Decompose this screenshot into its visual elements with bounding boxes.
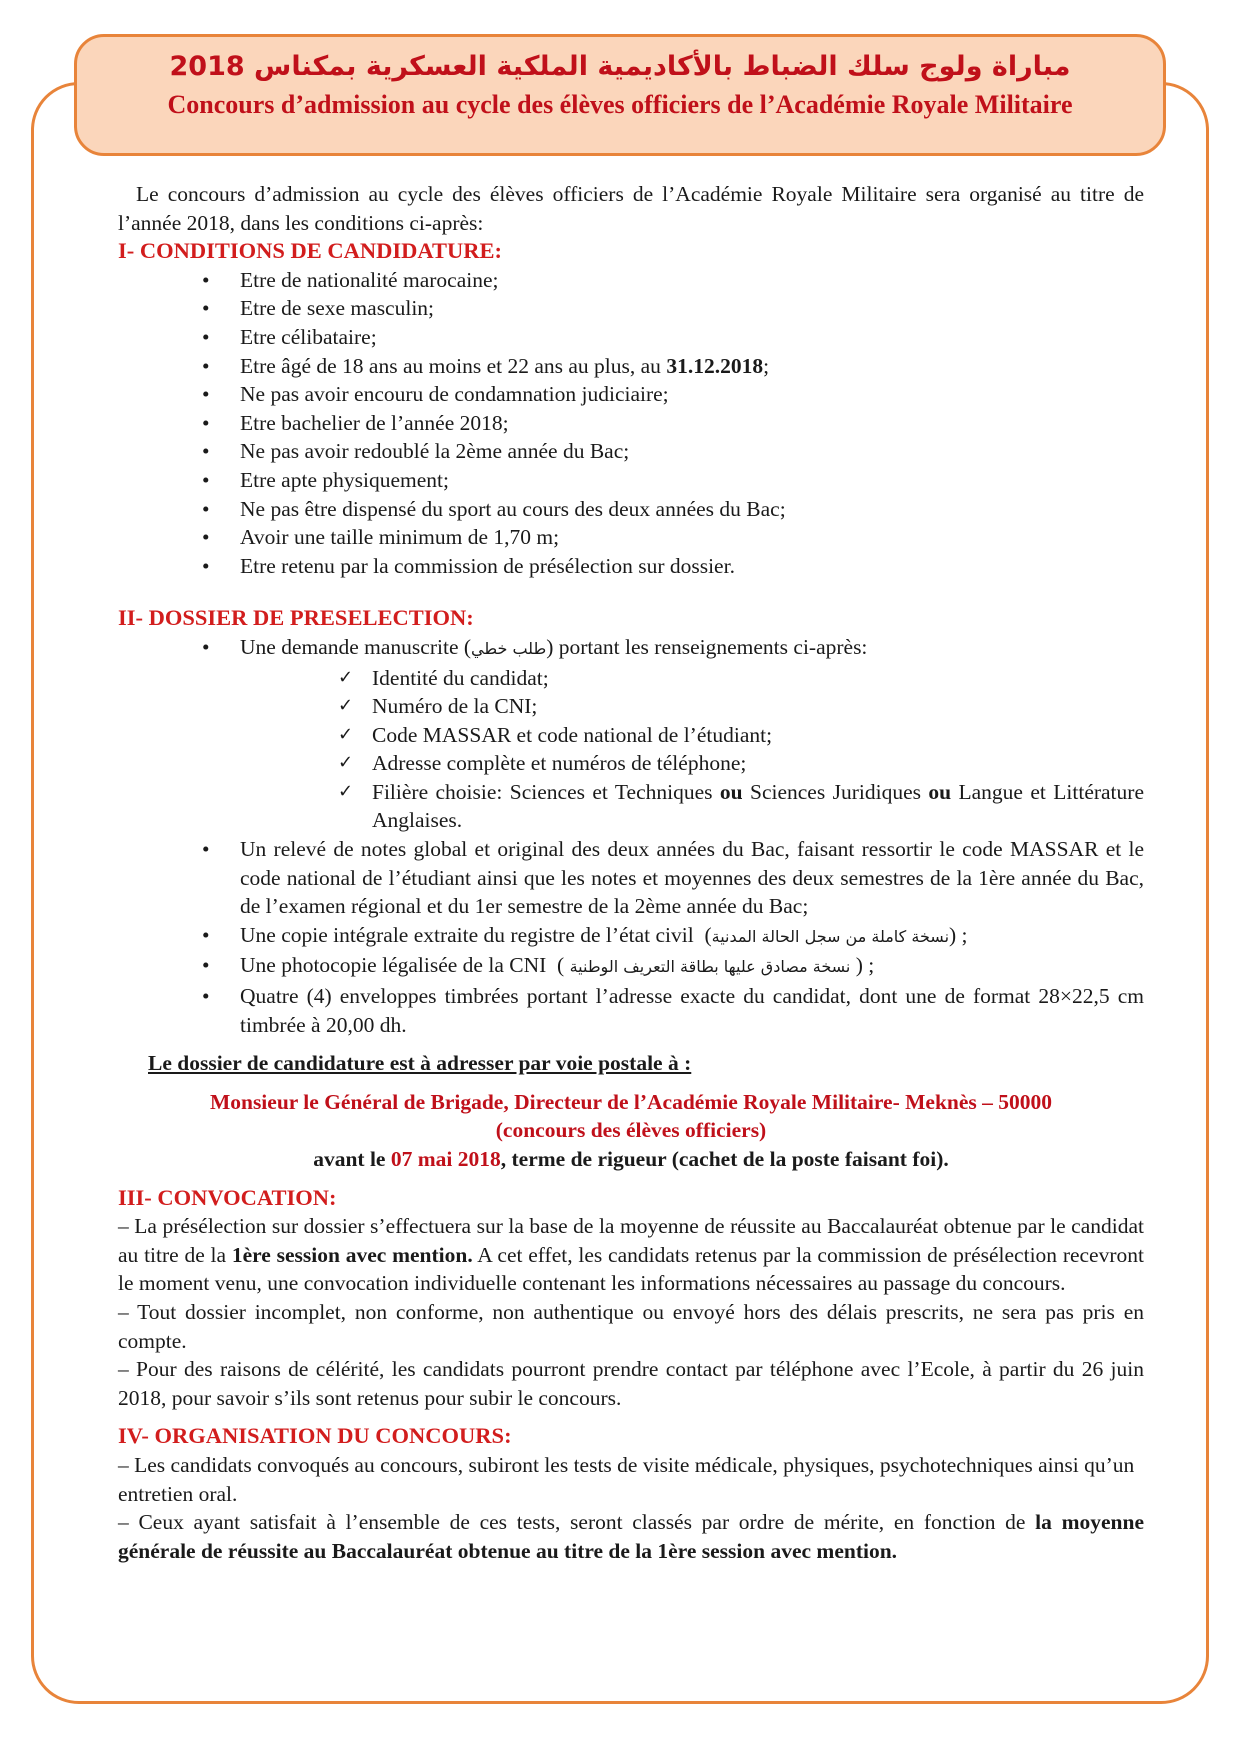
filiere-text: Langue et Littérature Anglaises. [372,779,1144,833]
ou-word: ou [928,779,952,804]
list-item: • Etre de sexe masculin; [118,294,1144,323]
photo-arabic: نسخة مصادق عليها بطاقة التعريف الوطنية [569,957,851,977]
paragraph-text: – La présélection sur dossier s’effectuera sur la base de la moyenne de réussite au Baccalauréat obtenue par le candidat au titre de la [118,1214,1144,1267]
organisation-paragraph-1: – Les candidats convoqués au concours, subiront les tests de visite médicale, physiques, psychotechniques ainsi qu’un entretien oral. [118,1452,1135,1506]
paragraph-bold: 1ère session avec mention. [231,1242,473,1267]
copie-text: Une copie intégrale extraite du registre de l’état civil [240,922,694,947]
organisation-paragraph-2 [118,1508,1144,1565]
list-item: • Etre retenu par la commission de présélection sur dossier. [118,552,1144,581]
age-date: 31.12.2018 [666,353,764,378]
list-item: • Quatre (4) enveloppes timbrées portant l’adresse exacte du candidat, dont une de format 28×22,5 cm timbrée à 20,00 dh. [118,982,1144,1039]
filiere-text: Filière choisie: Sciences et Techniques [372,779,720,804]
checklist-item: ✓ Adresse complète et numéros de téléphone; [118,749,1144,778]
conditions-list [118,266,1144,581]
demande-text: Une demande manuscrite ( [240,634,472,659]
list-item: • Ne pas avoir redoublé la 2ème année du Bac; [118,437,1144,466]
convocation-paragraph-2: – Tout dossier incomplet, non conforme, non authentique ou envoyé hors des délais prescrits, ne sera pas pris en compte. [118,1299,1144,1353]
list-item [118,633,1144,835]
title-arabic: مباراة ولوج سلك الضباط بالأكاديمية الملكية العسكرية بمكناس 2018 [169,51,1071,82]
section-title-dossier: II- DOSSIER DE PRESELECTION: [118,605,474,631]
demande-arabic: طلب خطي [471,638,547,658]
list-item: • Une photocopie légalisée de la CNI ( نسخة مصادق عليها بطاقة التعريف الوطنية ) ; [118,951,1144,982]
list-item: • Etre de nationalité marocaine; [118,266,1144,295]
age-end: ; [763,353,770,378]
age-text: Etre âgé de 18 ans au moins et 22 ans au plus, au [240,353,667,378]
paragraph-text: A cet effet, les candidats retenus par la commission de présélection recevront le moment venu, une convocation individuelle contenant les informations nécessaires au passage du concours. [118,1242,1144,1296]
section-title-organisation: IV- ORGANISATION DU CONCOURS: [118,1423,512,1449]
checklist-item: ✓ Identité du candidat; [118,664,1144,693]
paragraph-text: – Ceux ayant satisfait à l’ensemble de ces tests, seront classés par ordre de mérite, en fonction de [118,1510,1036,1535]
copie-arabic: نسخة كاملة من سجل الحالة المدنية [711,926,950,946]
checklist-item: ✓ Numéro de la CNI; [118,692,1144,721]
title-french: Concours d’admission au cycle des élèves officiers de l’Académie Royale Militaire [167,90,1073,119]
document-body [118,180,1144,1565]
address-line-1: Monsieur le Général de Brigade, Directeur de l’Académie Royale Militaire- Meknès – 50000 [209,1089,1053,1114]
dossier-list [118,633,1144,1039]
filiere-text: Sciences Juridiques [742,779,929,804]
list-item: • Ne pas être dispensé du sport au cours des deux années du Bac; [118,495,1144,524]
ou-word: ou [719,779,743,804]
list-item: • Ne pas avoir encouru de condamnation judiciaire; [118,380,1144,409]
address-intro: Le dossier de candidature est à adresser par voie postale à : [148,1051,692,1076]
deadline-text: avant le [313,1147,391,1171]
section-title-conditions: I- CONDITIONS DE CANDIDATURE: [118,238,502,264]
list-item [118,352,1144,381]
deadline-end: , terme de rigueur (cachet de la poste faisant foi). [500,1147,949,1171]
list-item: • Une copie intégrale extraite du registre de l’état civil (نسخة كاملة من سجل الحالة المدنية) ; [118,921,1144,952]
checklist [118,664,1144,836]
list-item: • Avoir une taille minimum de 1,70 m; [118,523,1144,552]
address-line-2: (concours des élèves officiers) [495,1118,767,1143]
list-item: • Etre apte physiquement; [118,466,1144,495]
intro-paragraph: Le concours d’admission au cycle des élèves officiers de l’Académie Royale Militaire sera organisé au titre de l’année 2018, dans les conditions ci-après: [118,182,1144,235]
deadline-date: 07 mai 2018 [390,1147,501,1171]
convocation-paragraph-3: – Pour des raisons de célérité, les candidats pourront prendre contact par téléphone avec l’Ecole, à partir du 26 juin 2018, pour savoir s’ils sont retenus pour subir le concours. [118,1357,1144,1410]
demande-text-end: ) portant les renseignements ci-après: [546,634,868,659]
photo-text: Une photocopie légalisée de la CNI [240,953,547,978]
section-title-convocation: III- CONVOCATION: [118,1184,337,1210]
convocation-paragraph-1 [118,1212,1144,1298]
deadline-line [118,1145,1144,1174]
list-item: • Etre bachelier de l’année 2018; [118,409,1144,438]
paragraph-bold: la moyenne générale de réussite au Baccalauréat obtenue au titre de la 1ère session avec mention. [118,1510,1144,1563]
checklist-item: ✓ Code MASSAR et code national de l’étudiant; [118,721,1144,750]
list-item: • Un relevé de notes global et original des deux années du Bac, faisant ressortir le code MASSAR et le code national de l’étudiant ainsi que les notes et moyennes des deux semestres de la 1ère année du Bac, de l’examen régional et du 1er semestre de la 2ème année du Bac; [118,835,1144,921]
title-banner [74,34,1166,156]
list-item: • Etre célibataire; [118,323,1144,352]
checklist-item [118,778,1144,835]
